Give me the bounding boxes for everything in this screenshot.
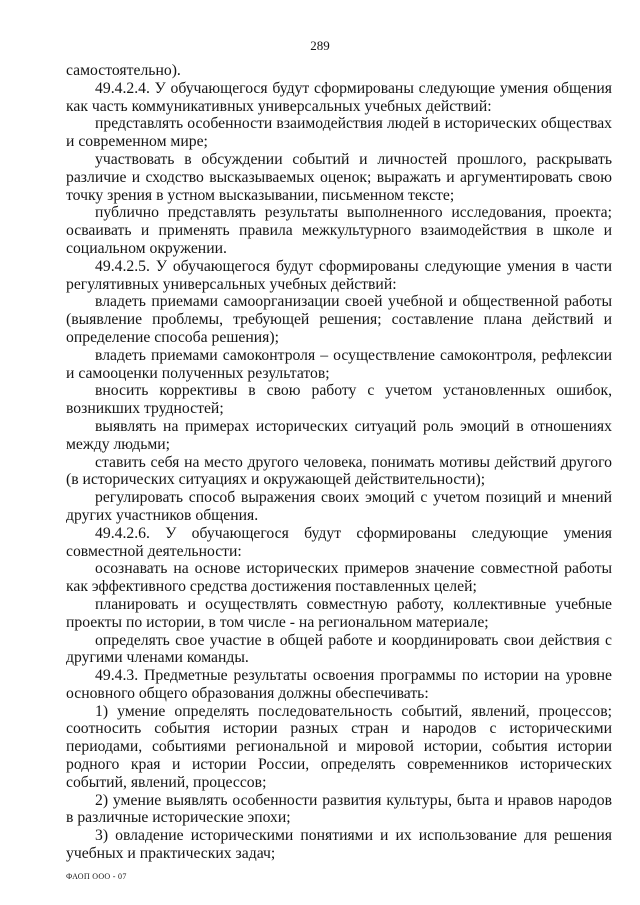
paragraph: представлять особенности взаимодействия людей в исторических обществах и современном мире; [66, 115, 612, 151]
paragraph: участвовать в обсуждении событий и личностей прошлого, раскрывать различие и сходство высказываемых оценок; выражать и аргументировать свою точку зрения в устном высказывании, письменном тексте; [66, 150, 612, 204]
paragraph: определять свое участие в общей работе и координировать свои действия с другими членами команды. [66, 631, 612, 667]
paragraph: 49.4.2.5. У обучающегося будут сформированы следующие умения в части регулятивных универсальных учебных действий: [66, 257, 612, 293]
document-body [66, 62, 612, 863]
paragraph: владеть приемами самоорганизации своей учебной и общественной работы (выявление проблемы, требующей решения; составление плана действий и определение способа решения); [66, 293, 612, 346]
page-number: 289 [310, 38, 330, 53]
paragraph: 2) умение выявлять особенности развития культуры, быта и нравов народов в различные исторические эпохи; [66, 791, 612, 827]
paragraph: владеть приемами самоконтроля – осуществление самоконтроля, рефлексии и самооценки полученных результатов; [66, 346, 612, 382]
paragraph: самостоятельно). [66, 62, 181, 79]
paragraph: публично представлять результаты выполненного исследования, проекта; осваивать и применять правила межкультурного взаимодействия в школе и социальном окружении. [66, 204, 612, 257]
footer-code: ФАОП ООО - 07 [66, 872, 127, 881]
paragraph: регулировать способ выражения своих эмоций с учетом позиций и мнений других участников общения. [66, 489, 612, 524]
paragraph: осознавать на основе исторических примеров значение совместной работы как эффективного средства достижения поставленных целей; [66, 560, 612, 596]
paragraph: 49.4.2.4. У обучающегося будут сформированы следующие умения общения как часть коммуникативных универсальных учебных действий: [66, 79, 612, 115]
paragraph: 49.4.3. Предметные результаты освоения программы по истории на уровне основного общего образования должны обеспечивать: [66, 667, 612, 702]
paragraph: 49.4.2.6. У обучающегося будут сформированы следующие умения совместной деятельности: [66, 524, 612, 560]
paragraph: ставить себя на место другого человека, понимать мотивы действий другого (в исторических ситуациях и окружающей действительности); [66, 453, 612, 489]
paragraph: выявлять на примерах исторических ситуаций роль эмоций в отношениях между людьми; [66, 417, 612, 453]
paragraph: 3) овладение историческими понятиями и их использование для решения учебных и практических задач; [66, 827, 612, 863]
paragraph: планировать и осуществлять совместную работу, коллективные учебные проекты по истории, в том числе - на региональном материале; [66, 595, 612, 631]
paragraph: вносить коррективы в свою работу с учетом установленных ошибок, возникших трудностей; [66, 382, 612, 418]
paragraph: 1) умение определять последовательность событий, явлений, процессов; соотносить события истории разных стран и народов с историческими периодами, событиями региональной и мировой истории, события истории родного края и истории России, определять современников исторических событий, явлений, процессов; [66, 702, 612, 791]
